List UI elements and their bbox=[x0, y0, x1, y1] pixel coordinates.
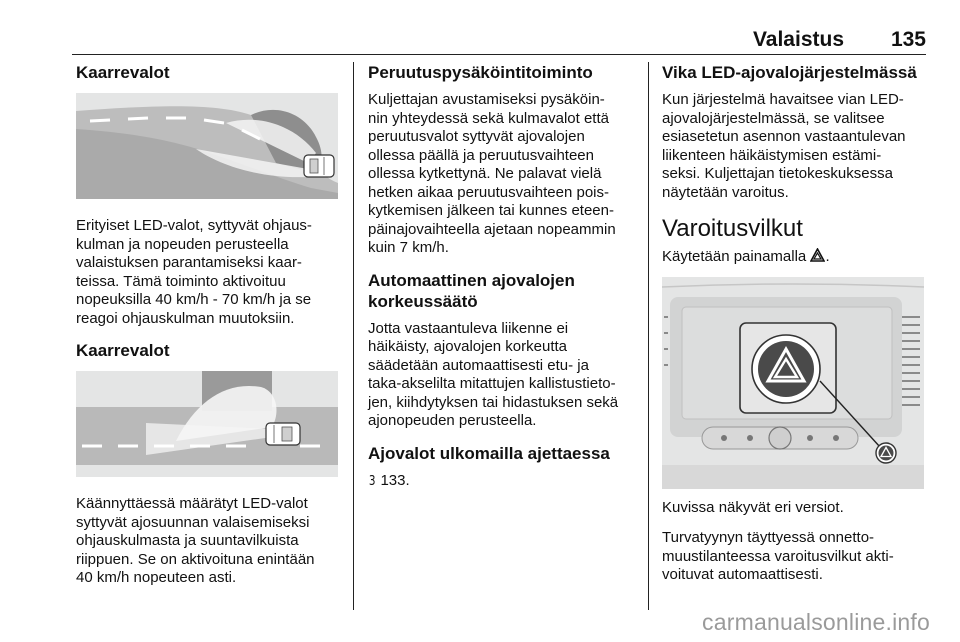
car-icon bbox=[266, 423, 300, 445]
heading-kaarrevalot-2: Kaarrevalot bbox=[76, 341, 170, 360]
page-ref-text: 133. bbox=[380, 471, 410, 489]
cornering-light-illustration bbox=[76, 93, 338, 199]
paragraph: Jotta vastaantuleva liikenne ei häikäisty, ajovalojen korkeutta säädetään automaattisesti etu- ja taka-akselilta mitattujen kallistustieto- jen, kiihdytyksen tai hidastuksen sekä ajonopeuden perusteella. bbox=[368, 319, 619, 429]
heading-varoitusvilkut: Varoitusvilkut bbox=[662, 215, 803, 242]
turning-light-illustration bbox=[76, 371, 338, 477]
hazard-button-small bbox=[876, 443, 896, 463]
hazard-button bbox=[752, 335, 820, 403]
cross-reference[interactable] bbox=[368, 472, 638, 492]
paragraph: Käännyttäessä määrätyt LED-valot syttyvät ajosuunnan valaisemiseksi ohjauskulmasta ja suuntavilkuista riippuen. Se on aktivoituna enintään 40 km/h nopeuteen asti. bbox=[76, 495, 315, 586]
column-middle bbox=[368, 62, 638, 491]
section-title: Valaistus bbox=[752, 28, 844, 51]
intro-period: . bbox=[825, 248, 830, 265]
column-right bbox=[662, 62, 928, 585]
heading-automaattinen: Automaattinen ajovalojen korkeussäätö bbox=[368, 270, 575, 311]
watermark: carmanualsonline.info bbox=[702, 609, 930, 635]
paragraph: Turvatyynyn täyttyessä onnetto- muustilanteessa varoitusvilkut akti- voituvat automaattisesti. bbox=[662, 529, 894, 583]
hazard-button-illustration bbox=[662, 277, 924, 489]
heading-kaarrevalot-1: Kaarrevalot bbox=[76, 63, 170, 82]
column-left bbox=[76, 62, 342, 588]
paragraph bbox=[662, 248, 928, 267]
heading-vika: Vika LED-ajovalojärjestelmässä bbox=[662, 63, 917, 82]
column-divider bbox=[353, 62, 354, 610]
car-icon bbox=[304, 155, 334, 177]
page-ref-icon: 3 bbox=[368, 473, 376, 489]
paragraph: Kun järjestelmä havaitsee vian LED- ajovalojärjestelmässä, se valitsee esiasetetun asennon vastaantulevan liikenteen häikäistymisen estämi- seksi. Kuljettajan tietokeskuksessa näytetään varoitus. bbox=[662, 91, 906, 201]
intro-text: Käytetään painamalla bbox=[662, 248, 807, 265]
heading-ulkomailla: Ajovalot ulkomailla ajettaessa bbox=[368, 443, 610, 463]
page-header bbox=[72, 22, 926, 55]
paragraph: Erityiset LED-valot, syttyvät ohjaus- kulman ja nopeuden perusteella valaistuksen parantamiseksi kaar- teissa. Tämä toiminto aktivoituu nopeuksilla 40 km/h - 70 km/h ja se reagoi ohjauskulman muutoksiin. bbox=[76, 217, 312, 327]
paragraph: Kuljettajan avustamiseksi pysäköin- nin yhteydessä sekä kulmavalot että peruutusvalot syttyvät ajovalojen ollessa päällä ja peruutusvaihteen ollessa kytkettynä. Ne palavat vielä hetken aikaa peruutusvaihteen pois- kytkemisen jälkeen tai kunnes eteen- päinajovaihteella ajetaan nopeammin kuin 7 km/h. bbox=[368, 91, 616, 256]
hazard-warning-icon bbox=[810, 248, 825, 262]
heading-peruutus: Peruutuspysäköintitoiminto bbox=[368, 63, 593, 82]
page-number: 135 bbox=[890, 28, 926, 51]
column-divider bbox=[648, 62, 649, 610]
figure-caption: Kuvissa näkyvät eri versiot. bbox=[662, 498, 844, 516]
